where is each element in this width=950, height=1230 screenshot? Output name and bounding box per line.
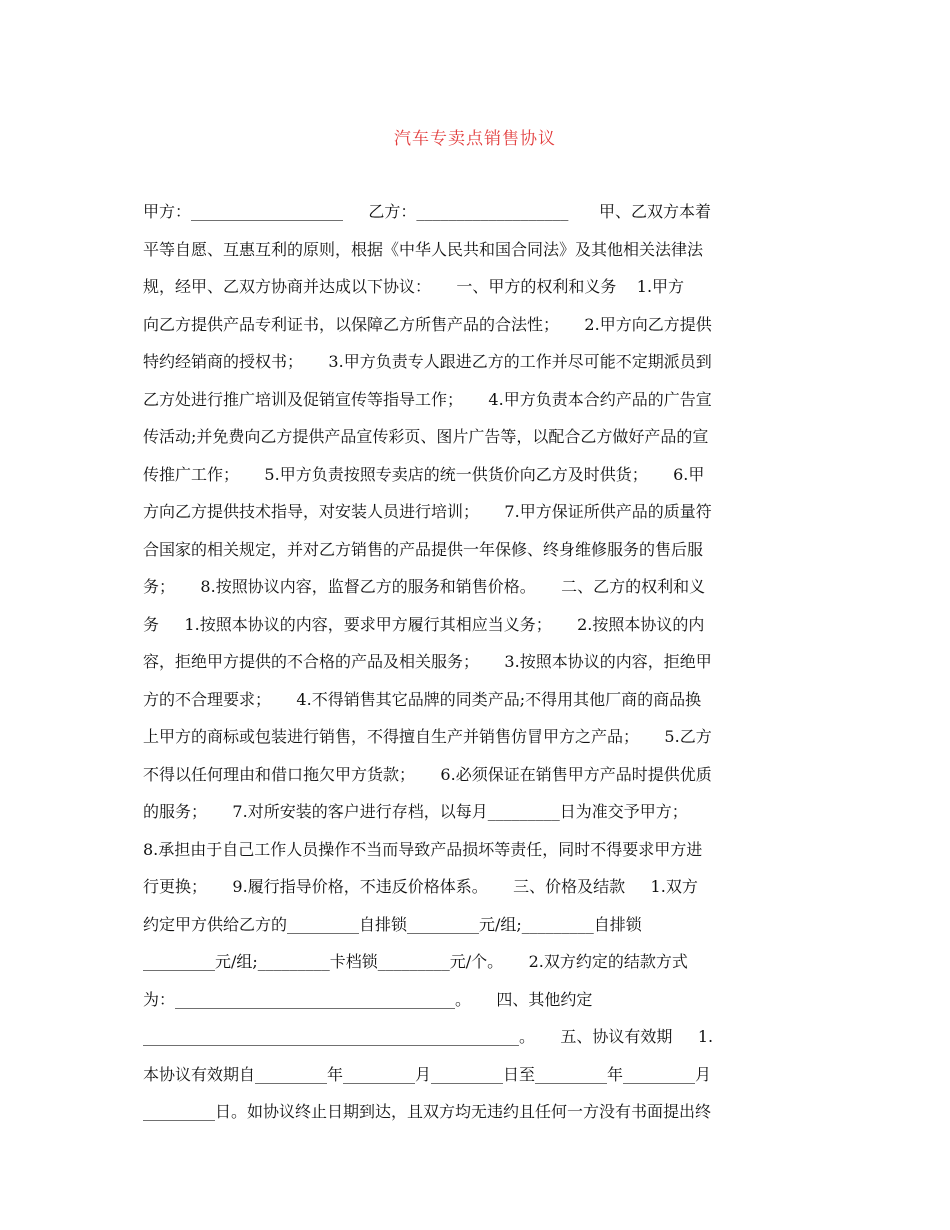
body-line: 不得以任何理由和借口拖欠甲方货款； 6.必须保证在销售甲方产品时提供优质 bbox=[143, 764, 712, 784]
body-line: 行更换； 9.履行指导价格，不违反价格体系。 三、价格及结款 1.双方 bbox=[143, 877, 698, 896]
body-line: 方的不合理要求； 4.不得销售其它品牌的同类产品;不得用其他厂商的商品换 bbox=[143, 689, 702, 709]
document-body bbox=[143, 193, 813, 1131]
document-title: 汽车专卖点销售协议 bbox=[394, 129, 556, 149]
body-line: _______________________________________________。 五、协议有效期 1. bbox=[143, 1027, 714, 1046]
body-line: 特约经销商的授权书； 3.甲方负责专人跟进乙方的工作并尽可能不定期派员到 bbox=[143, 352, 712, 371]
body-line: 方向乙方提供技术指导，对安装人员进行培训； 7.甲方保证所供产品的质量符 bbox=[143, 502, 712, 521]
body-line: 合国家的相关规定，并对乙方销售的产品提供一年保修、终身维修服务的售后服 bbox=[143, 539, 704, 559]
body-line: 为：___________________________________。 四、其他约定 bbox=[143, 989, 593, 1009]
body-line: 规，经甲、乙双方协商并达成以下协议： 一、甲方的权利和义务 1.甲方 bbox=[143, 277, 685, 296]
body-line: 务 1.按照本协议的内容，要求甲方履行其相应当义务； 2.按照本协议的内 bbox=[143, 614, 705, 634]
body-line: 约定甲方供给乙方的_________自排锁_________元/组;_________自排锁 bbox=[143, 914, 642, 934]
body-line: 的服务； 7.对所安装的客户进行存档，以每月_________日为准交予甲方； bbox=[143, 802, 688, 821]
body-line: 传推广工作； 5.甲方负责按照专卖店的统一供货价向乙方及时供货； 6.甲 bbox=[143, 464, 705, 484]
body-line: _________日。如协议终止日期到达，且双方均无违约且任何一方没有书面提出终 bbox=[143, 1102, 712, 1121]
body-line: 本协议有效期自_________年_________月_________日至_________年_________月 bbox=[143, 1064, 712, 1084]
body-line: 向乙方提供产品专利证书，以保障乙方所售产品的合法性； 2.甲方向乙方提供 bbox=[143, 314, 712, 334]
body-line: _________元/组;_________卡档锁_________元/个。 2.双方约定的结款方式 bbox=[143, 952, 688, 971]
body-line: 乙方处进行推广培训及促销宣传等指导工作； 4.甲方负责本合约产品的广告宣 bbox=[143, 389, 712, 409]
body-line: 平等自愿、互惠互利的原则，根据《中华人民共和国合同法》及其他相关法律法 bbox=[143, 239, 704, 259]
body-line: 传活动;并免费向乙方提供产品宣传彩页、图片广告等，以配合乙方做好产品的宣 bbox=[143, 427, 709, 446]
body-line: 上甲方的商标或包装进行销售，不得擅自生产并销售仿冒甲方之产品； 5.乙方 bbox=[143, 727, 712, 746]
body-line: 甲方：___________________ 乙方：___________________ 甲、乙双方本着 bbox=[143, 202, 711, 221]
body-line: 容，拒绝甲方提供的不合格的产品及相关服务； 3.按照本协议的内容，拒绝甲 bbox=[143, 652, 712, 671]
body-line: 8.承担由于自己工作人员操作不当而导致产品损坏等责任，同时不得要求甲方进 bbox=[143, 839, 703, 859]
body-line: 务； 8.按照协议内容，监督乙方的服务和销售价格。 二、乙方的权利和义 bbox=[143, 577, 706, 596]
